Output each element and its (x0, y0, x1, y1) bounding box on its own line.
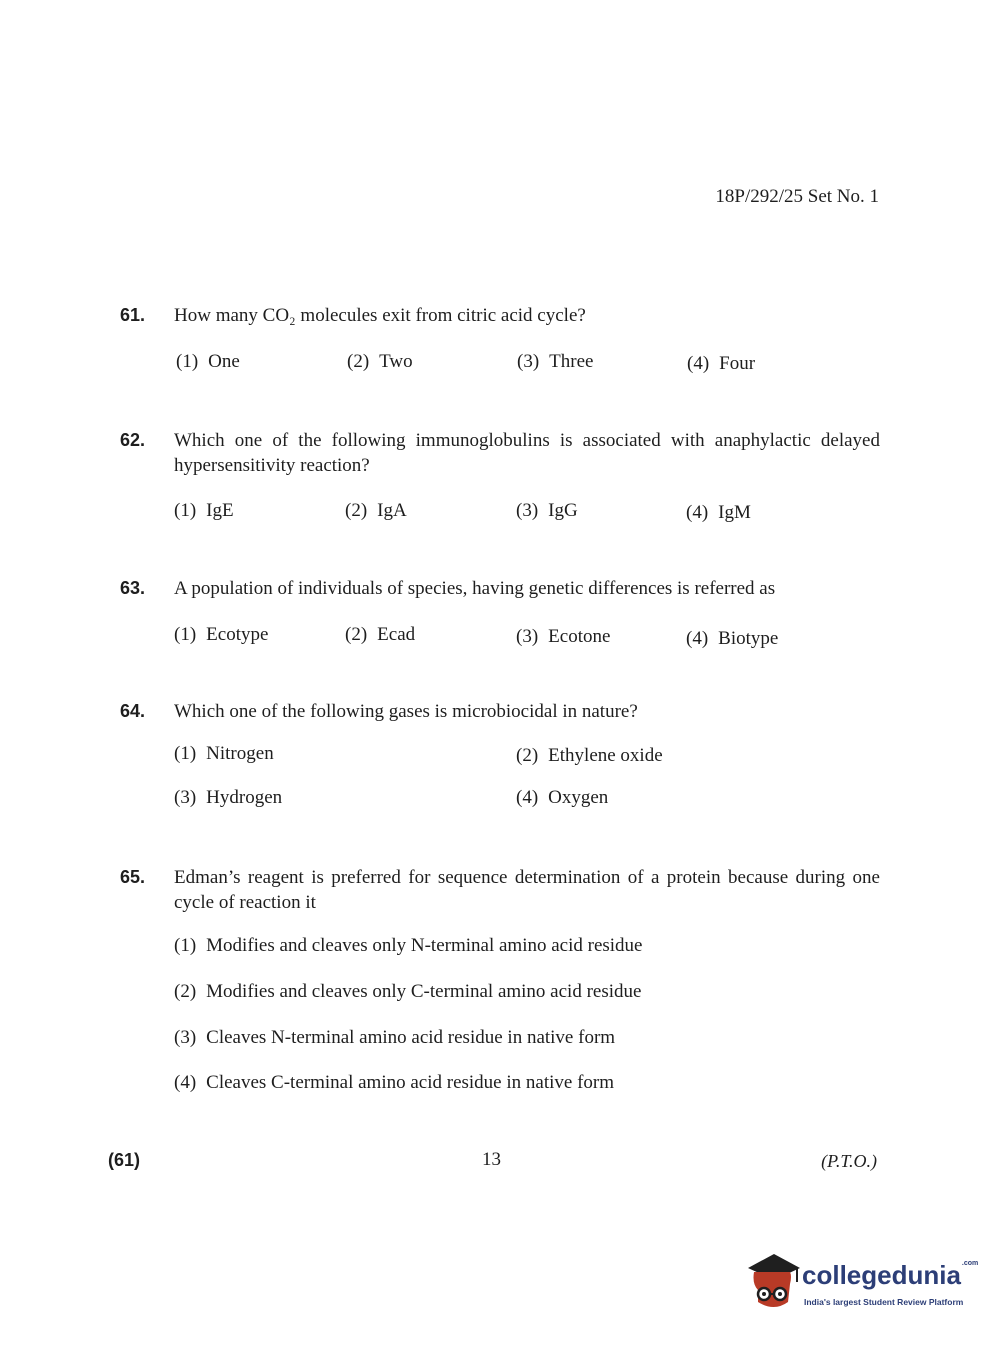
pto-label: (P.T.O.) (821, 1151, 877, 1171)
question-number: 61. (120, 305, 146, 325)
option-3: (3) IgG (516, 500, 578, 521)
option-1: (1) Nitrogen (174, 743, 274, 764)
footer-booklet-code: (61) (108, 1150, 141, 1170)
option-1: (1) IgE (174, 500, 234, 521)
question-number: 63. (120, 578, 146, 598)
question-number: 62. (120, 430, 146, 450)
question-65 (120, 867, 880, 1097)
option-3: (3) Ecotone (516, 626, 611, 647)
question-text: How many CO₂ molecules exit from citric acid cycle? (174, 305, 586, 326)
option-2: (2) Modifies and cleaves only C-terminal amino acid residue (174, 981, 642, 1002)
question-number: 64. (120, 701, 146, 721)
page-number: 13 (482, 1149, 501, 1170)
question-64 (120, 701, 880, 811)
logo-tagline: India's largest Student Review Platform (804, 1297, 964, 1307)
option-3: (3) Hydrogen (174, 787, 283, 808)
logo-wordmark: collegedunia$^{.com}$ (802, 1260, 979, 1290)
option-2: (2) Ethylene oxide (516, 745, 663, 766)
question-text: Edman’s reagent is preferred for sequence determination of a protein because during one cycle of reaction it (174, 867, 880, 913)
option-2: (2) Two (347, 351, 413, 372)
option-4: (4) Biotype (686, 628, 779, 649)
mascot-icon (744, 1250, 802, 1312)
question-text: Which one of the following immunoglobulins is associated with anaphylactic delayed hypersensitivity reaction? (174, 430, 880, 476)
option-1: (1) Ecotype (174, 624, 269, 645)
question-text: Which one of the following gases is microbiocidal in nature? (174, 701, 638, 722)
option-2: (2) Ecad (345, 624, 416, 645)
option-3: (3) Three (517, 351, 594, 372)
option-4: (4) Oxygen (516, 787, 609, 808)
question-number: 65. (120, 867, 146, 887)
option-1: (1) One (176, 351, 240, 372)
option-3: (3) Cleaves N-terminal amino acid residue in native form (174, 1027, 616, 1048)
option-2: (2) IgA (345, 500, 407, 521)
paper-code: 18P/292/25 Set No. 1 (715, 186, 879, 207)
collegedunia-logo (744, 1250, 979, 1320)
question-61 (120, 305, 880, 385)
option-4: (4) Four (687, 353, 756, 374)
question-63 (120, 578, 880, 658)
option-4: (4) Cleaves C-terminal amino acid residue in native form (174, 1072, 614, 1093)
option-4: (4) IgM (686, 502, 751, 523)
option-1: (1) Modifies and cleaves only N-terminal amino acid residue (174, 935, 643, 956)
question-text: A population of individuals of species, having genetic differences is referred as (174, 578, 776, 599)
question-62 (120, 430, 880, 530)
